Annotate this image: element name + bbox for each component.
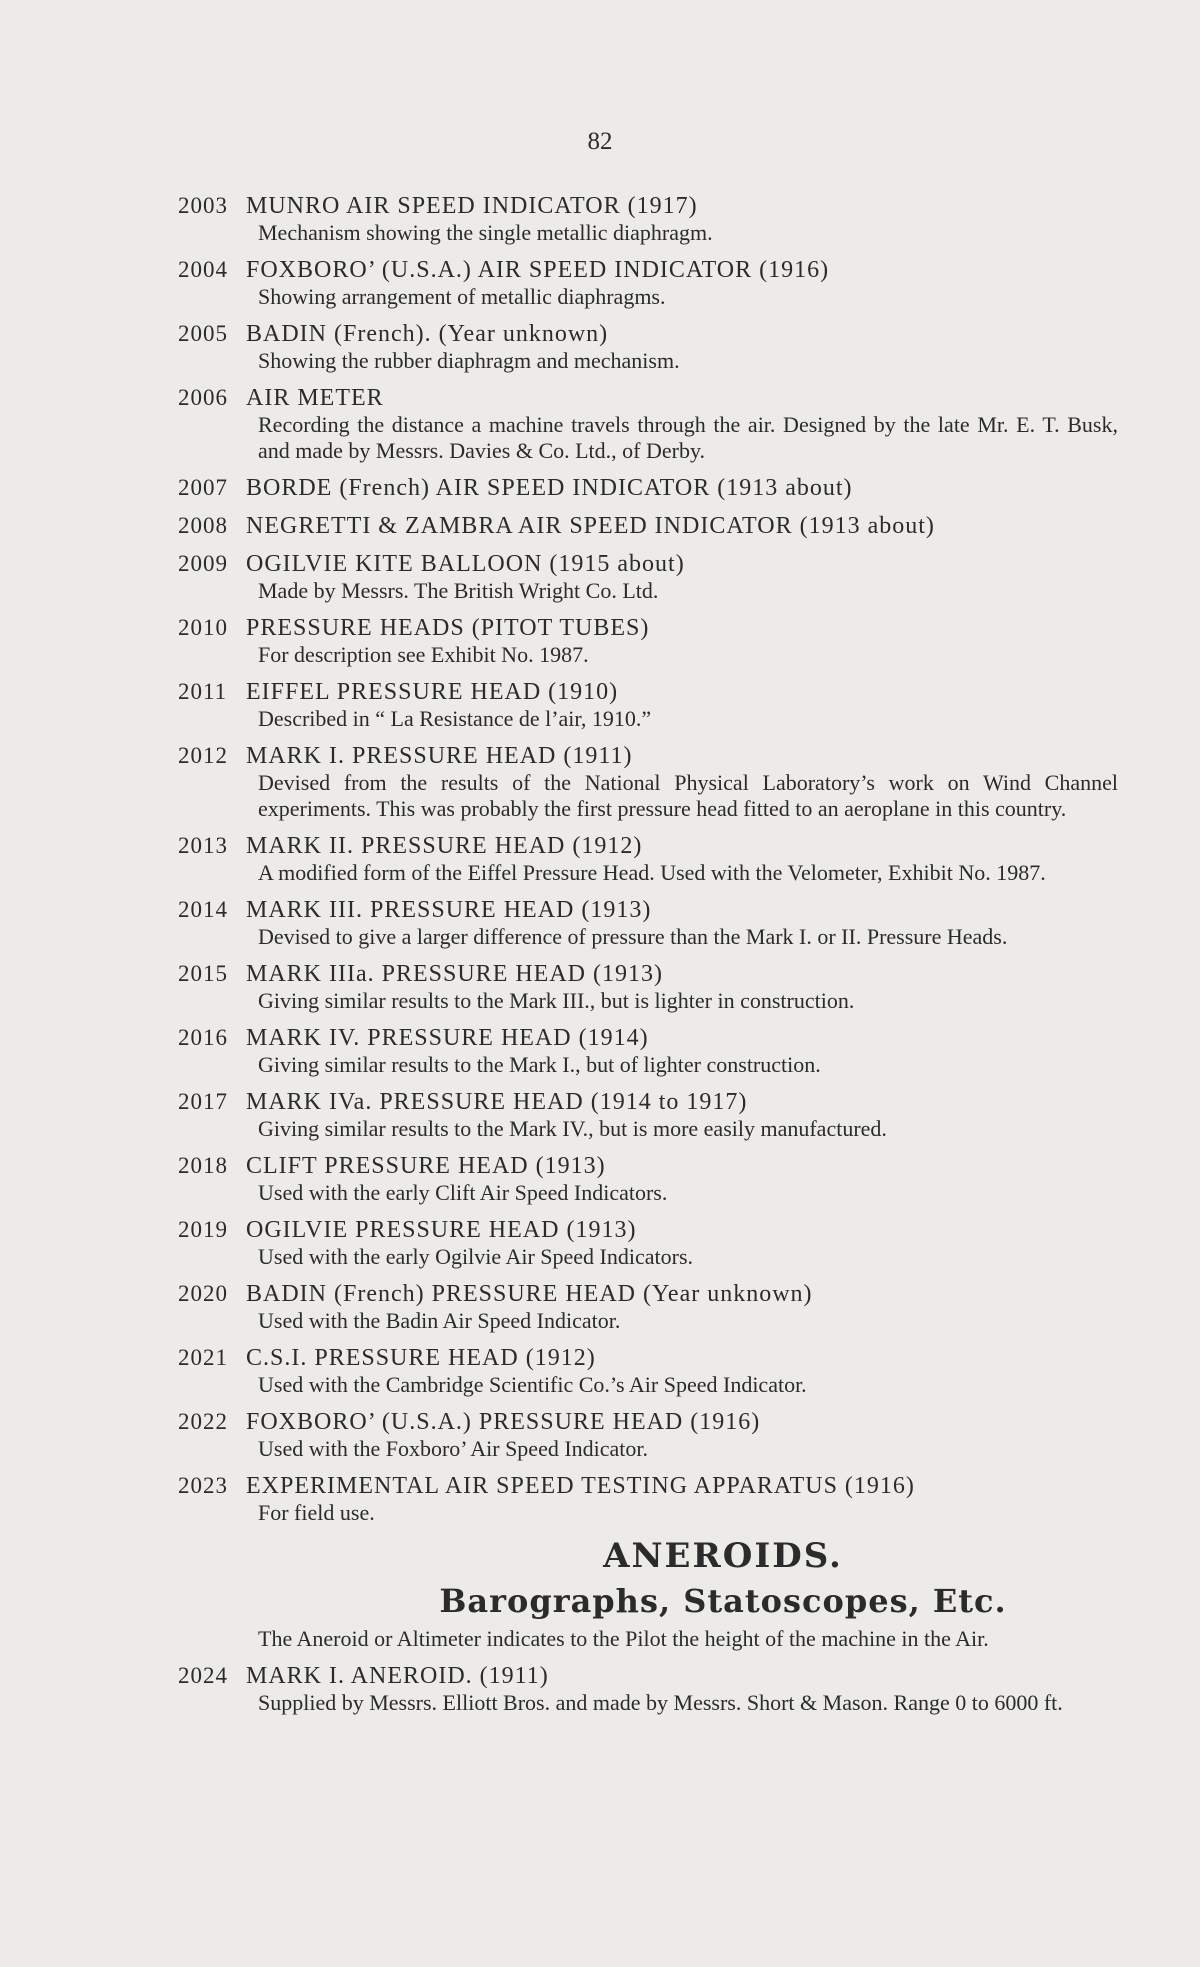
entries-list xyxy=(178,192,1118,1526)
catalogue-entry xyxy=(178,320,1118,374)
entry-body xyxy=(246,1472,1118,1526)
entry-description: A modified form of the Eiffel Pressure Head. Used with the Velometer, Exhibit No. 1987. xyxy=(258,860,1046,885)
entry-title: MARK I. PRESSURE HEAD (1911) xyxy=(246,743,633,769)
entry-description: Giving similar results to the Mark III., but is lighter in construction. xyxy=(258,988,855,1013)
entry-description: Described in “ La Resistance de l’air, 1910.” xyxy=(258,706,652,731)
catalogue-entry xyxy=(178,832,1118,886)
catalogue-entry xyxy=(178,678,1118,732)
entry-title: AIR METER xyxy=(246,385,384,411)
entry-number: 2021 xyxy=(178,1345,228,1370)
catalogue-entry xyxy=(178,1472,1118,1526)
entry-number: 2024 xyxy=(178,1663,228,1688)
entry-body xyxy=(246,512,1118,540)
entry-body xyxy=(246,192,1118,246)
entry-title: BADIN (French). (Year unknown) xyxy=(246,321,609,347)
entry-number: 2014 xyxy=(178,897,228,922)
entry-description: Devised from the results of the National Physical Laboratory’s work on Wind Channel experiments. This was probably the first pressure head fitted to an aeroplane in this country. xyxy=(258,770,1118,821)
entry-body xyxy=(246,550,1118,604)
entry-title: FOXBORO’ (U.S.A.) AIR SPEED INDICATOR (1916) xyxy=(246,257,830,283)
entry-number: 2009 xyxy=(178,551,228,576)
catalogue-entry xyxy=(178,1088,1118,1142)
entry-description: Used with the early Clift Air Speed Indicators. xyxy=(258,1180,668,1205)
entry-description: Used with the early Ogilvie Air Speed Indicators. xyxy=(258,1244,694,1269)
entry-title: NEGRETTI & ZAMBRA AIR SPEED INDICATOR (1913 about) xyxy=(246,513,935,539)
entry-description: For field use. xyxy=(258,1500,375,1525)
entry-description: Used with the Cambridge Scientific Co.’s Air Speed Indicator. xyxy=(258,1372,807,1397)
entry-title: MARK IVa. PRESSURE HEAD (1914 to 1917) xyxy=(246,1089,748,1115)
entry-body xyxy=(246,384,1118,464)
entry-description: Made by Messrs. The British Wright Co. Ltd. xyxy=(258,578,659,603)
entry-body xyxy=(246,742,1118,822)
entry-description: Giving similar results to the Mark I., but of lighter construction. xyxy=(258,1052,821,1077)
entry-title: C.S.I. PRESSURE HEAD (1912) xyxy=(246,1345,596,1371)
entry-title: FOXBORO’ (U.S.A.) PRESSURE HEAD (1916) xyxy=(246,1409,761,1435)
entry-number: 2005 xyxy=(178,321,228,346)
entry-body xyxy=(246,320,1118,374)
entry-body xyxy=(246,896,1118,950)
entry-body xyxy=(246,832,1118,886)
entry-number: 2007 xyxy=(178,475,228,500)
catalogue-entry xyxy=(178,1408,1118,1462)
catalogue-entry xyxy=(178,960,1118,1014)
catalogue-entry xyxy=(178,614,1118,668)
entry-title: EIFFEL PRESSURE HEAD (1910) xyxy=(246,679,619,705)
catalogue-entry xyxy=(178,1152,1118,1206)
entry-title: OGILVIE PRESSURE HEAD (1913) xyxy=(246,1217,637,1243)
catalogue-entry xyxy=(178,550,1118,604)
entry-number: 2008 xyxy=(178,513,228,538)
entry-number: 2010 xyxy=(178,615,228,640)
entry-description: Supplied by Messrs. Elliott Bros. and made by Messrs. Short & Mason. Range 0 to 6000 ft. xyxy=(258,1690,1063,1715)
entry-description: For description see Exhibit No. 1987. xyxy=(258,642,589,667)
catalogue-entry xyxy=(178,1344,1118,1398)
entry-body xyxy=(246,1216,1118,1270)
catalogue-entry xyxy=(178,896,1118,950)
entry-description: Showing the rubber diaphragm and mechanism. xyxy=(258,348,680,373)
entry-number: 2004 xyxy=(178,257,228,282)
entry-body xyxy=(246,1280,1118,1334)
entry-description: Devised to give a larger difference of pressure than the Mark I. or II. Pressure Heads. xyxy=(258,924,1008,949)
entry-number: 2003 xyxy=(178,193,228,218)
entry-body xyxy=(246,1344,1118,1398)
entry-number: 2013 xyxy=(178,833,228,858)
entry-number: 2006 xyxy=(178,385,228,410)
entry-number: 2018 xyxy=(178,1153,228,1178)
catalogue-entry xyxy=(178,384,1118,464)
entry-description: Mechanism showing the single metallic diaphragm. xyxy=(258,220,713,245)
catalogue-entry xyxy=(178,192,1118,246)
catalogue-entry xyxy=(178,1280,1118,1334)
entry-number: 2020 xyxy=(178,1281,228,1306)
entry-title: MARK II. PRESSURE HEAD (1912) xyxy=(246,833,643,859)
entry-title: OGILVIE KITE BALLOON (1915 about) xyxy=(246,551,685,577)
entry-body xyxy=(246,474,1118,502)
catalogue-entry xyxy=(178,474,1118,502)
section-intro: The Aneroid or Altimeter indicates to the Pilot the height of the machine in the Air. xyxy=(258,1626,989,1651)
entry-number: 2016 xyxy=(178,1025,228,1050)
entry-body xyxy=(246,1088,1118,1142)
entry-body xyxy=(246,1024,1118,1078)
catalogue-entry xyxy=(178,1662,1118,1716)
entry-title: CLIFT PRESSURE HEAD (1913) xyxy=(246,1153,606,1179)
entry-title: MUNRO AIR SPEED INDICATOR (1917) xyxy=(246,193,698,219)
entry-title: MARK IV. PRESSURE HEAD (1914) xyxy=(246,1025,649,1051)
entry-body xyxy=(246,1662,1118,1716)
entry-number: 2017 xyxy=(178,1089,228,1114)
catalogue-entry xyxy=(178,742,1118,822)
entry-number: 2023 xyxy=(178,1473,228,1498)
entry-body xyxy=(246,960,1118,1014)
entry-description: Showing arrangement of metallic diaphragms. xyxy=(258,284,666,309)
page-number: 82 xyxy=(587,128,613,155)
entry-description: Recording the distance a machine travels through the air. Designed by the late Mr. E. T. Busk, and made by Messrs. Davies & Co. Ltd., of Derby. xyxy=(258,412,1118,463)
entry-description: Used with the Foxboro’ Air Speed Indicator. xyxy=(258,1436,649,1461)
catalogue-entry xyxy=(178,1024,1118,1078)
entry-body xyxy=(246,678,1118,732)
entry-title: BORDE (French) AIR SPEED INDICATOR (1913 about) xyxy=(246,475,853,501)
section-subtitle: Barographs, Statoscopes, Etc. xyxy=(439,1582,1007,1620)
catalogue-entry xyxy=(178,1216,1118,1270)
section-title: ANEROIDS. xyxy=(603,1536,843,1576)
catalogue-entries xyxy=(178,192,1118,1726)
entry-number: 2019 xyxy=(178,1217,228,1242)
entry-number: 2012 xyxy=(178,743,228,768)
entry-number: 2022 xyxy=(178,1409,228,1434)
entry-title: MARK I. ANEROID. (1911) xyxy=(246,1663,549,1689)
entry-number: 2015 xyxy=(178,961,228,986)
entry-title: MARK III. PRESSURE HEAD (1913) xyxy=(246,897,652,923)
entry-title: BADIN (French) PRESSURE HEAD (Year unknown) xyxy=(246,1281,813,1307)
entry-number: 2011 xyxy=(178,679,228,704)
entry-description: Used with the Badin Air Speed Indicator. xyxy=(258,1308,621,1333)
entry-body xyxy=(246,256,1118,310)
catalogue-entry xyxy=(178,256,1118,310)
entry-description: Giving similar results to the Mark IV., but is more easily manufactured. xyxy=(258,1116,887,1141)
entry-title: EXPERIMENTAL AIR SPEED TESTING APPARATUS (1916) xyxy=(246,1473,915,1499)
catalogue-entry xyxy=(178,512,1118,540)
entry-body xyxy=(246,1152,1118,1206)
entry-body xyxy=(246,614,1118,668)
entry-title: MARK IIIa. PRESSURE HEAD (1913) xyxy=(246,961,663,987)
entries-list-aneroids xyxy=(178,1662,1118,1716)
entry-body xyxy=(246,1408,1118,1462)
entry-title: PRESSURE HEADS (PITOT TUBES) xyxy=(246,615,650,641)
